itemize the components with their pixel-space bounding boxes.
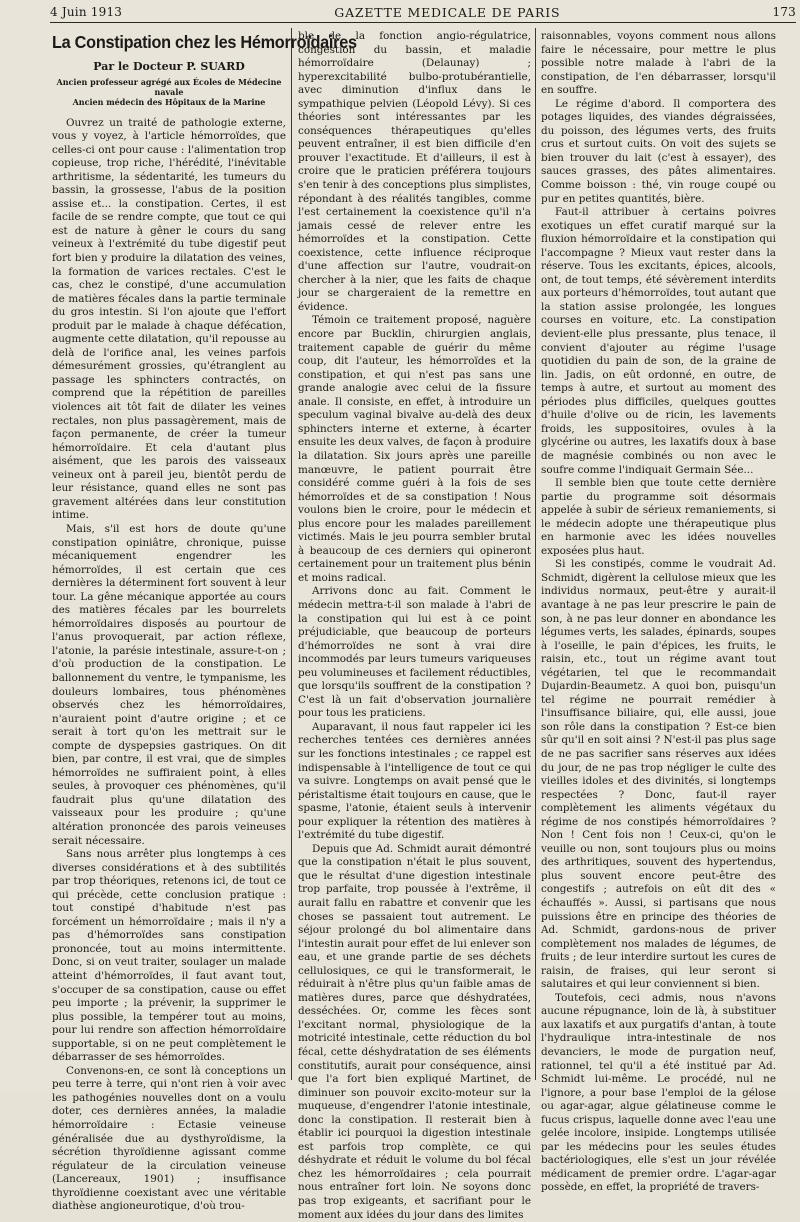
page-number: 173 (772, 5, 796, 19)
paragraph: Sans nous arrêter plus longtemps à ces diverses considérations et à des subtilités par trop théoriques, retenons ici, de tout ce qui précède, cette conclusion pratique : tout constipé d'habitude n'est pas forcément un hémorroïdaire ; mais il n'y a pas d'hémorroïdes sans constipation prononcée, tout au moins intermittente. Donc, si on veut traiter, soulager un malade atteint d'hémorroïdes, il faut avant tout, s'occuper de sa constipation, cause ou effet peu importe ; la prévenir, la supprimer le plus possible, la tempérer tout au moins, pour lui rendre son affection hémorroïdaire supportable, si on ne peut complètement le débarrasser de ses hémorroïdes. (52, 848, 286, 1064)
paragraph: ble de la fonction angio-régulatrice, congestion du bassin, et maladie hémorroïdaire (Delaunay) ; hyperexcitabilité bulbo-protubérantielle, avec diminution d'influx dans le sympathique pelvien (Léopold Lévy). Si ces théories sont intéressantes par les conséquences thérapeutiques qu'elles peuvent entraîner, il est bien difficile d'en prouver l'exactitude. Et d'ailleurs, il est à croire que le praticien préférera toujours s'en tenir à des conceptions plus simplistes, répondant à des réalités tangibles, comme l'est certainement la coexistence qu'il n'a jamais cessé de relever entre les hémorroïdes et la constipation. Cette coexistence, cette influence réciproque d'une affection sur l'autre, voudrait-on chercher à la nier, que les faits de chaque jour se chargeraient de la remettre en évidence. (298, 30, 531, 313)
paragraph: raisonnables, voyons comment nous allons faire le nécessaire, pour mettre le plus possible notre malade à l'abri de la constipation, de l'en débarrasser, lorsqu'il en souffre. (541, 30, 776, 97)
journal-title: GAZETTE MEDICALE DE PARIS (334, 4, 561, 20)
paragraph: Arrivons donc au fait. Comment le médecin mettra-t-il son malade à l'abri de la constipation qui lui est à ce point préjudiciable, que beaucoup de porteurs d'hémorroïdes ne sont à vrai dire incommodés par leurs tumeurs variqueuses peu volumineuses et facilement réductibles, que lorsqu'ils souffrent de la constipation ? C'est là un fait d'observation journalière pour tous les praticiens. (298, 585, 531, 720)
affiliation-line: Ancien médecin des Hôpitaux de la Marine (72, 96, 266, 107)
running-header (50, 2, 796, 22)
paragraph: Ouvrez un traité de pathologie externe, vous y voyez, à l'article hémorroïdes, que celles-ci ont pour cause : l'alimentation trop copieuse, trop riche, l'hérédité, l'inévitable arthritisme, la sédentarité, les tumeurs du bassin, la grossesse, l'abus de la position assise et... la constipation. Certes, il est facile de se rendre compte, que tout ce qui est de nature à gêner le cours du sang veineux à l'extrémité du tube digestif peut fort bien y produire la dilatation des veines, la formation de varices rectales. C'est le cas, chez le constipé, d'une accumulation de matières fécales dans la partie terminale du gros intestin. Si l'on ajoute que l'effort produit par le malade à chaque défécation, augmente cette dilatation, qu'il repousse au delà de l'orifice anal, les veines parfois démesurément grossies, qu'étranglent au passage les sphincters contractés, on comprend que la répétition de pareilles violences ait tôt fait de dilater les veines rectales, non plus passagèrement, mais de façon permanente, de créer la tumeur hémorroïdaire. Et cela d'autant plus aisément, que les parois des vaisseaux veineux ont à pareil jeu, bientôt perdu de leur résistance, quand elles ne sont pas gravement altérées dans leur constitution intime. (52, 116, 286, 522)
paragraph: Auparavant, il nous faut rappeler ici les recherches tentées ces dernières années sur les fonctions intestinales ; ce rappel est indispensable à l'intelligence de tout ce qui va suivre. Longtemps on avait pensé que le péristaltisme était toujours en cause, que le spasme, l'atonie, étaient seuls à intervenir pour expliquer la rétention des matières à l'extrémité du tube digestif. (298, 720, 531, 842)
author-byline: Par le Docteur P. SUARD (93, 60, 245, 73)
column-3 (541, 30, 776, 1194)
column-2 (298, 30, 531, 1221)
paragraph: Le régime d'abord. Il comportera des potages liquides, des viandes dégraissées, du poisson, des légumes verts, des fruits crus et surtout cuits. On voit des sujets se bien trouver du lait (c'est à essayer), des sauces grasses, des pâtes alimentaires. Comme boisson : thé, vin rouge coupé ou pur en petites quantités, bière. (541, 97, 776, 205)
column-1 (52, 30, 357, 1213)
paragraph: Depuis que Ad. Schmidt aurait démontré que la constipation n'était le plus souvent, que le résultat d'une digestion intestinale trop parfaite, trop poussée à l'extrême, il aurait fallu en rabattre et convenir que les choses se passaient tout autrement. Le séjour prolongé du bol alimentaire dans l'intestin aurait pour effet de lui enlever son eau, et une grande partie de ses déchets cellulosiques, ce qui le transformerait, le réduirait à n'être plus qu'un faible amas de matières dures, parce que déshydratées, desséchées. Or, comme les fèces sont l'excitant normal, physiologique de la motricité intestinale, cette réduction du bol fécal, cette déshydratation de ses éléments constitutifs, aurait pour conséquence, ainsi que l'a fort bien expliqué Martinet, de diminuer son pouvoir excito-moteur sur la muqueuse, d'engendrer l'atonie intestinale, donc la constipation. Il resterait bien à établir ici pourquoi la digestion intestinale est parfois trop complète, ce qui déshydrate et réduit le volume du bol fécal chez les hémorroïdaires ; cela pourrait nous entraîner fort loin. Ne soyons donc pas trop exigeants, et sacrifiant pour le moment aux idées du jour dans des limites (298, 842, 531, 1221)
affiliation-line: Ancien professeur agrégé aux Écoles de Médecine navale (56, 76, 282, 97)
issue-date: 4 Juin 1913 (50, 5, 123, 19)
paragraph: Toutefois, ceci admis, nous n'avons aucune répugnance, loin de là, à substituer aux laxatifs et aux purgatifs d'antan, à toute l'hydraulique intra-intestinale de nos devanciers, le mode de purgation neuf, rationnel, tel qu'il a été institué par Ad. Schmidt lui-même. Le procédé, nul ne l'ignore, a pour base l'emploi de la gélose ou agar-agar, algue gélatineuse comme le fucus crispus, laquelle donne avec l'eau une gelée incolore, insipide. Longtemps utilisée par les médecins pour les seules études bactériologiques, elle s'est un jour révélée médicament de premier ordre. L'agar-agar possède, en effet, la propriété de travers- (541, 991, 776, 1194)
column-rule-2 (535, 28, 536, 1080)
paragraph: Si les constipés, comme le voudrait Ad. Schmidt, digèrent la cellulose mieux que les individus normaux, peut-être y aurait-il avantage à ne pas leur prescrire le pain de son, à ne pas leur donner en abondance les légumes verts, les salades, épinards, soupes à l'oseille, le pain d'épices, les fruits, le raisin, etc., tout un régime avant tout végétarien, tel que le recommandait Dujardin-Beaumetz. A quoi bon, puisqu'un tel régime ne pourrait remédier à l'insuffisance biliaire, qui, elle aussi, joue son rôle dans la constipation ? Est-ce bien sûr qu'il en soit ainsi ? N'est-il pas plus sage de ne pas sacrifier sans réserves aux idées du jour, de ne pas trop négliger le culte des vieilles idoles et des divinités, si longtemps respectées ? Donc, faut-il rayer complètement les aliments végétaux du régime de nos constipés hémorroïdaires ? Non ! Cent fois non ! Ceux-ci, qu'on le veuille ou non, sont toujours plus ou moins des arthritiques, souvent des hypertendus, plus souvent encore peut-être des congestifs ; autrefois on eût dit des « échauffés ». Aussi, si partisans que nous puissions être en principe des théories de Ad. Schmidt, gardons-nous de priver complètement nos malades de légumes, de fruits ; de leur interdire surtout les cures de raisin, de fraises, qui leur seront si salutaires et qui leur conviennent si bien. (541, 558, 776, 991)
paragraph: Faut-il attribuer à certains poivres exotiques un effet curatif marqué sur la fluxion hémorroïdaire et la constipation qui l'accompagne ? Mieux vaut rester dans la réserve. Tous les excitants, épices, alcools, ont, de tout temps, été sévèrement interdits aux porteurs d'hémorroïdes, tout autant que la station assise prolongée, les longues courses en voiture, etc. La constipation devient-elle plus pressante, plus tenace, il convient d'ajouter au régime l'usage quotidien du pain de son, de la graine de lin. Jadis, on eût ordonné, en outre, de temps à autre, et surtout au moment des périodes plus difficiles, quelques gouttes d'huile d'olive ou de ricin, les lavements froids, les suppositoires, ovules à la glycérine ou autres, les laxatifs doux à base de magnésie combinés ou non avec le soufre comme l'indiquait Germain Sée... (541, 206, 776, 476)
paragraph: Mais, s'il est hors de doute qu'une constipation opiniâtre, chronique, puisse mécaniquement engendrer les hémorroïdes, il est certain que ces dernières la déterminent fort souvent à leur tour. La gêne mécanique apportée au cours des matières fécales par les bourrelets hémorroïdaires disposés au pourtour de l'anus provoquerait, par action réflexe, l'atonie, la parésie intestinale, assure-t-on ; d'où production de la constipation. Le ballonnement du ventre, le tympanisme, les douleurs lombaires, tous phénomènes observés chez les hémorroïdaires, n'auraient point d'autre origine ; et ce serait à tort qu'on les mettrait sur le compte de dyspepsies gastriques. On dit bien, par contre, il est vrai, que de simples hémorroïdes ne suffiraient point, à elles seules, à provoquer ces phénomènes, qu'il faudrait plus qu'une dilatation des vaisseaux pour les produire ; qu'une altération prononcée des parois veineuses serait nécessaire. (52, 522, 286, 847)
paragraph: Convenons-en, ce sont là conceptions un peu terre à terre, qui n'ont rien à voir avec les pathogénies nouvelles dont on a voulu doter, ces dernières années, la maladie hémorroïdaire : Ectasie veineuse généralisée due au dysthyroïdisme, la sécrétion thyroïdienne agissant comme régulateur de la circulation veineuse (Lancereaux, 1901) ; insuffisance thyroïdienne coexistant avec une véritable diathèse angioneurotique, d'où trou- (52, 1064, 286, 1213)
column-rule-1 (291, 28, 292, 1080)
article-title: La Constipation chez les Hémorroïdaires (52, 32, 357, 52)
paragraph: Il semble bien que toute cette dernière partie du programme soit désormais appelée à subir de sérieux remaniements, si le médecin adopte une thérapeutique plus en harmonie avec les idées nouvelles exposées plus haut. (541, 477, 776, 557)
header-rule (50, 22, 796, 23)
author-affiliation (52, 77, 286, 107)
paragraph: Témoin ce traitement proposé, naguère encore par Bucklin, chirurgien anglais, traitement capable de guérir du même coup, dit l'auteur, les hémorroïdes et la constipation, et qui n'est pas sans une grande analogie avec celui de la fissure anale. Il consiste, en effet, à introduire un speculum vaginal bivalve au-delà des deux sphincters interne et externe, à écarter ensuite les deux valves, de façon à produire la dilatation. Six jours après une pareille manœuvre, le patient pourrait être considéré comme guéri à la fois de ses hémorroïdes et de sa constipation ! Nous voulons bien le croire, pour le médecin et plus encore pour les malades pareillement victimés. Mais le jeu pourra sembler brutal à beaucoup de ces derniers qui opineront certainement pour un traitement plus bénin et moins radical. (298, 314, 531, 584)
